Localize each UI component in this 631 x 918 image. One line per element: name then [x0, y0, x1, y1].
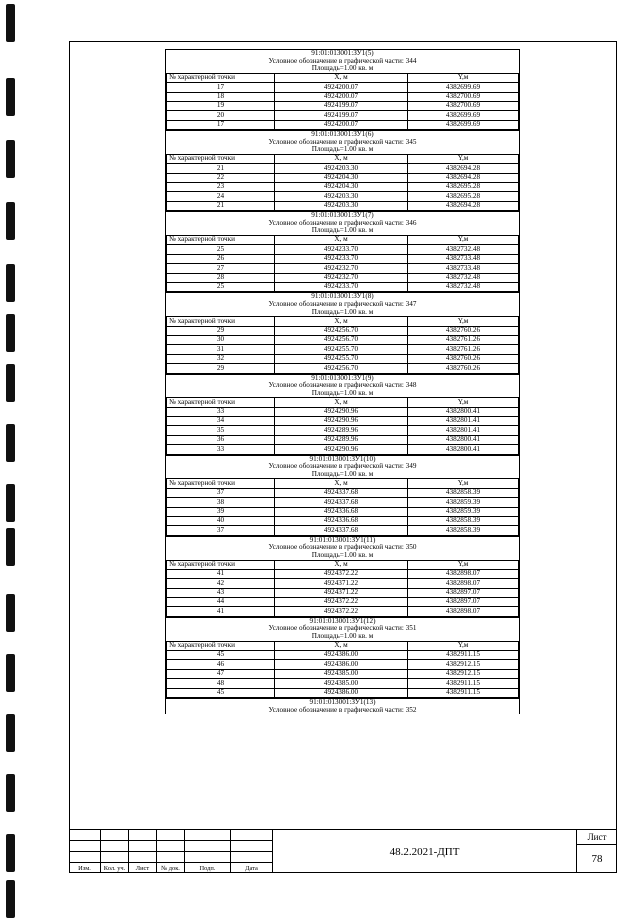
table-row: [167, 407, 519, 416]
table-header-row: [167, 236, 519, 245]
x-coordinate: 4924385.00: [275, 669, 408, 678]
parcel-id: 91:01:013001:ЗУ1(12): [309, 616, 376, 625]
parcel-id: 91:01:013001:ЗУ1(13): [309, 698, 376, 706]
point-number: 30: [167, 335, 275, 344]
table-row: [167, 588, 519, 597]
column-header: № характерной точки: [167, 73, 275, 82]
parcel-block: [165, 49, 520, 130]
table-row: [167, 607, 519, 616]
x-coordinate: 4924255.70: [275, 354, 408, 363]
y-coordinate: 4382898.07: [408, 607, 519, 616]
y-coordinate: 4382800.41: [408, 407, 519, 416]
y-coordinate: 4382699.69: [408, 111, 519, 120]
parcel-block: [165, 455, 520, 536]
point-number: 24: [167, 192, 275, 201]
column-header: X, м: [275, 560, 408, 569]
y-coordinate: 4382897.07: [408, 598, 519, 607]
label-doc-number: № док.: [156, 862, 184, 873]
coordinates-table: [166, 73, 519, 130]
y-coordinate: 4382912.15: [408, 660, 519, 669]
point-number: 31: [167, 345, 275, 354]
point-number: 28: [167, 273, 275, 282]
table-row: [167, 435, 519, 444]
title-block: [69, 829, 617, 873]
column-header: Y,м: [408, 479, 519, 488]
x-coordinate: 4924337.68: [275, 498, 408, 507]
sheet-number: 78: [591, 853, 603, 865]
table-row: [167, 445, 519, 454]
point-number: 23: [167, 183, 275, 192]
x-coordinate: 4924200.07: [275, 83, 408, 92]
y-coordinate: 4382699.69: [408, 83, 519, 92]
y-coordinate: 4382911.15: [408, 688, 519, 697]
table-row: [167, 516, 519, 525]
coordinates-table: [166, 154, 519, 211]
point-number: 32: [167, 354, 275, 363]
y-coordinate: 4382760.26: [408, 364, 519, 373]
x-coordinate: 4924371.22: [275, 588, 408, 597]
point-number: 41: [167, 607, 275, 616]
x-coordinate: 4924204.30: [275, 183, 408, 192]
point-number: 29: [167, 326, 275, 335]
parcel-label: Условное обозначение в графической части: 347: [268, 299, 417, 308]
column-header: Y,м: [408, 560, 519, 569]
table-row: [167, 273, 519, 282]
x-coordinate: 4924200.07: [275, 120, 408, 129]
parcel-id: 91:01:013001:ЗУ1(7): [311, 211, 374, 220]
y-coordinate: 4382800.41: [408, 445, 519, 454]
point-number: 21: [167, 201, 275, 210]
coordinates-table: [166, 235, 519, 292]
coordinates-table: [166, 560, 519, 617]
point-number: 37: [167, 488, 275, 497]
x-coordinate: 4924199.07: [275, 101, 408, 110]
y-coordinate: 4382761.26: [408, 335, 519, 344]
x-coordinate: 4924336.68: [275, 507, 408, 516]
y-coordinate: 4382858.39: [408, 526, 519, 535]
parcel-id: 91:01:013001:ЗУ1(9): [311, 373, 374, 382]
y-coordinate: 4382733.48: [408, 254, 519, 263]
parcel-block: [165, 617, 520, 698]
coordinates-table: [166, 641, 519, 698]
parcel-block: [165, 698, 520, 714]
y-coordinate: 4382898.07: [408, 569, 519, 578]
y-coordinate: 4382898.07: [408, 579, 519, 588]
y-coordinate: 4382858.39: [408, 488, 519, 497]
y-coordinate: 4382760.26: [408, 326, 519, 335]
parcel-label: Условное обозначение в графической части: 348: [268, 381, 417, 390]
point-number: 46: [167, 660, 275, 669]
y-coordinate: 4382700.69: [408, 101, 519, 110]
y-coordinate: 4382800.41: [408, 435, 519, 444]
label-izm: Изм.: [69, 862, 100, 873]
column-header: № характерной точки: [167, 317, 275, 326]
table-row: [167, 183, 519, 192]
point-number: 17: [167, 120, 275, 129]
y-coordinate: 4382699.69: [408, 120, 519, 129]
table-header-row: [167, 73, 519, 82]
point-number: 42: [167, 579, 275, 588]
point-number: 35: [167, 426, 275, 435]
table-row: [167, 526, 519, 535]
column-header: Y,м: [408, 236, 519, 245]
table-row: [167, 669, 519, 678]
parcel-label: Условное обозначение в графической части: 345: [268, 137, 417, 146]
parcel-area: Площадь=1.00 кв. м: [311, 226, 374, 235]
label-kol-uch: Кол. уч.: [100, 862, 128, 873]
x-coordinate: 4924233.70: [275, 254, 408, 263]
parcel-label: Условное обозначение в графической части: 346: [268, 218, 417, 227]
binder-holes: [0, 0, 24, 905]
point-number: 41: [167, 569, 275, 578]
x-coordinate: 4924203.30: [275, 192, 408, 201]
parcel-block: [165, 536, 520, 617]
parcel-id: 91:01:013001:ЗУ1(10): [309, 454, 376, 463]
point-number: 40: [167, 516, 275, 525]
table-row: [167, 282, 519, 291]
parcel-block: [165, 130, 520, 211]
column-header: Y,м: [408, 154, 519, 163]
x-coordinate: 4924386.00: [275, 688, 408, 697]
parcel-label: Условное обозначение в графической части: 349: [268, 462, 417, 471]
parcel-id: 91:01:013001:ЗУ1(5): [311, 49, 374, 57]
table-row: [167, 92, 519, 101]
column-header: № характерной точки: [167, 236, 275, 245]
parcel-area: Площадь=1.00 кв. м: [311, 388, 374, 397]
document-code: 48.2.2021-ДПТ: [272, 829, 576, 873]
point-number: 38: [167, 498, 275, 507]
parcel-area: Площадь=1.00 кв. м: [311, 632, 374, 641]
table-header-row: [167, 398, 519, 407]
table-row: [167, 651, 519, 660]
table-header-row: [167, 641, 519, 650]
y-coordinate: 4382700.69: [408, 92, 519, 101]
x-coordinate: 4924256.70: [275, 335, 408, 344]
column-header: № характерной точки: [167, 154, 275, 163]
x-coordinate: 4924336.68: [275, 516, 408, 525]
y-coordinate: 4382897.07: [408, 588, 519, 597]
x-coordinate: 4924203.30: [275, 201, 408, 210]
point-number: 18: [167, 92, 275, 101]
table-row: [167, 679, 519, 688]
table-header-row: [167, 560, 519, 569]
table-row: [167, 120, 519, 129]
parcel-area: Площадь=1.00 кв. м: [311, 550, 374, 559]
x-coordinate: 4924337.68: [275, 488, 408, 497]
parcel-id: 91:01:013001:ЗУ1(8): [311, 292, 374, 301]
y-coordinate: 4382912.15: [408, 669, 519, 678]
parcel-id: 91:01:013001:ЗУ1(6): [311, 130, 374, 139]
x-coordinate: 4924371.22: [275, 579, 408, 588]
point-number: 29: [167, 364, 275, 373]
table-row: [167, 326, 519, 335]
x-coordinate: 4924386.00: [275, 651, 408, 660]
point-number: 43: [167, 588, 275, 597]
column-header: Y,м: [408, 641, 519, 650]
label-date: Дата: [230, 862, 272, 873]
column-header: № характерной точки: [167, 479, 275, 488]
y-coordinate: 4382694.28: [408, 173, 519, 182]
label-signature: Подп.: [184, 862, 230, 873]
sheet-box: [576, 829, 617, 873]
x-coordinate: 4924290.96: [275, 407, 408, 416]
y-coordinate: 4382761.26: [408, 345, 519, 354]
x-coordinate: 4924386.00: [275, 660, 408, 669]
column-header: Y,м: [408, 317, 519, 326]
point-number: 33: [167, 445, 275, 454]
x-coordinate: 4924232.70: [275, 273, 408, 282]
y-coordinate: 4382732.48: [408, 282, 519, 291]
table-row: [167, 688, 519, 697]
table-header-row: [167, 154, 519, 163]
table-row: [167, 83, 519, 92]
point-number: 36: [167, 435, 275, 444]
y-coordinate: 4382911.15: [408, 651, 519, 660]
table-row: [167, 488, 519, 497]
table-row: [167, 254, 519, 263]
x-coordinate: 4924256.70: [275, 364, 408, 373]
table-row: [167, 192, 519, 201]
column-header: X, м: [275, 236, 408, 245]
table-row: [167, 569, 519, 578]
table-row: [167, 498, 519, 507]
x-coordinate: 4924385.00: [275, 679, 408, 688]
x-coordinate: 4924233.70: [275, 245, 408, 254]
coordinates-table: [166, 316, 519, 373]
x-coordinate: 4924199.07: [275, 111, 408, 120]
column-header: № характерной точки: [167, 560, 275, 569]
column-header: Y,м: [408, 398, 519, 407]
y-coordinate: 4382695.28: [408, 183, 519, 192]
x-coordinate: 4924232.70: [275, 264, 408, 273]
parcel-block: [165, 211, 520, 292]
parcel-area: Площадь=1.00 кв. м: [311, 469, 374, 478]
sheet-label: Лист: [577, 830, 617, 845]
point-number: 20: [167, 111, 275, 120]
point-number: 26: [167, 254, 275, 263]
y-coordinate: 4382733.48: [408, 264, 519, 273]
point-number: 27: [167, 264, 275, 273]
point-number: 48: [167, 679, 275, 688]
table-row: [167, 345, 519, 354]
table-row: [167, 245, 519, 254]
parcel-id: 91:01:013001:ЗУ1(11): [309, 535, 376, 544]
table-row: [167, 173, 519, 182]
coordinates-table: [166, 478, 519, 535]
x-coordinate: 4924289.96: [275, 426, 408, 435]
y-coordinate: 4382911.15: [408, 679, 519, 688]
parcel-area: Площадь=1.00 кв. м: [311, 145, 374, 154]
column-header: X, м: [275, 641, 408, 650]
table-row: [167, 354, 519, 363]
x-coordinate: 4924372.22: [275, 598, 408, 607]
y-coordinate: 4382694.28: [408, 164, 519, 173]
table-row: [167, 507, 519, 516]
table-row: [167, 417, 519, 426]
y-coordinate: 4382859.39: [408, 507, 519, 516]
table-row: [167, 111, 519, 120]
parcel-block: [165, 292, 520, 373]
column-header: X, м: [275, 398, 408, 407]
parcel-label: Условное обозначение в графической части: 351: [268, 624, 417, 633]
parcel-block: [165, 374, 520, 455]
label-list: Лист: [128, 862, 156, 873]
y-coordinate: 4382858.39: [408, 516, 519, 525]
y-coordinate: 4382801.41: [408, 426, 519, 435]
point-number: 17: [167, 83, 275, 92]
point-number: 22: [167, 173, 275, 182]
table-row: [167, 579, 519, 588]
x-coordinate: 4924290.96: [275, 445, 408, 454]
x-coordinate: 4924255.70: [275, 345, 408, 354]
table-row: [167, 201, 519, 210]
parcel-area: Площадь=1.00 кв. м: [311, 307, 374, 316]
point-number: 44: [167, 598, 275, 607]
point-number: 33: [167, 407, 275, 416]
column-header: X, м: [275, 154, 408, 163]
parcel-area: Площадь=1.00 кв. м: [311, 64, 374, 73]
column-header: № характерной точки: [167, 398, 275, 407]
point-number: 25: [167, 282, 275, 291]
point-number: 34: [167, 417, 275, 426]
x-coordinate: 4924200.07: [275, 92, 408, 101]
point-number: 21: [167, 164, 275, 173]
table-row: [167, 660, 519, 669]
coordinates-document: [165, 49, 520, 714]
column-header: № характерной точки: [167, 641, 275, 650]
table-row: [167, 364, 519, 373]
table-header-row: [167, 317, 519, 326]
table-row: [167, 335, 519, 344]
y-coordinate: 4382760.26: [408, 354, 519, 363]
parcel-label: Условное обозначение в графической части: 344: [268, 56, 417, 65]
y-coordinate: 4382732.48: [408, 245, 519, 254]
point-number: 25: [167, 245, 275, 254]
y-coordinate: 4382695.28: [408, 192, 519, 201]
table-row: [167, 598, 519, 607]
y-coordinate: 4382732.48: [408, 273, 519, 282]
y-coordinate: 4382801.41: [408, 417, 519, 426]
x-coordinate: 4924204.30: [275, 173, 408, 182]
x-coordinate: 4924372.22: [275, 607, 408, 616]
x-coordinate: 4924337.68: [275, 526, 408, 535]
x-coordinate: 4924289.96: [275, 435, 408, 444]
table-header-row: [167, 479, 519, 488]
point-number: 37: [167, 526, 275, 535]
point-number: 47: [167, 669, 275, 678]
y-coordinate: 4382694.28: [408, 201, 519, 210]
x-coordinate: 4924372.22: [275, 569, 408, 578]
x-coordinate: 4924256.70: [275, 326, 408, 335]
table-row: [167, 426, 519, 435]
parcel-label: Условное обозначение в графической части: 352: [268, 705, 417, 714]
parcel-label: Условное обозначение в графической части: 350: [268, 543, 417, 552]
coordinates-table: [166, 397, 519, 454]
column-header: X, м: [275, 317, 408, 326]
column-header: X, м: [275, 479, 408, 488]
column-header: Y,м: [408, 73, 519, 82]
table-row: [167, 264, 519, 273]
x-coordinate: 4924203.30: [275, 164, 408, 173]
column-header: X, м: [275, 73, 408, 82]
title-block-grid: [69, 829, 272, 873]
x-coordinate: 4924233.70: [275, 282, 408, 291]
table-row: [167, 164, 519, 173]
point-number: 45: [167, 651, 275, 660]
x-coordinate: 4924290.96: [275, 417, 408, 426]
y-coordinate: 4382859.39: [408, 498, 519, 507]
point-number: 39: [167, 507, 275, 516]
point-number: 19: [167, 101, 275, 110]
table-row: [167, 101, 519, 110]
point-number: 45: [167, 688, 275, 697]
